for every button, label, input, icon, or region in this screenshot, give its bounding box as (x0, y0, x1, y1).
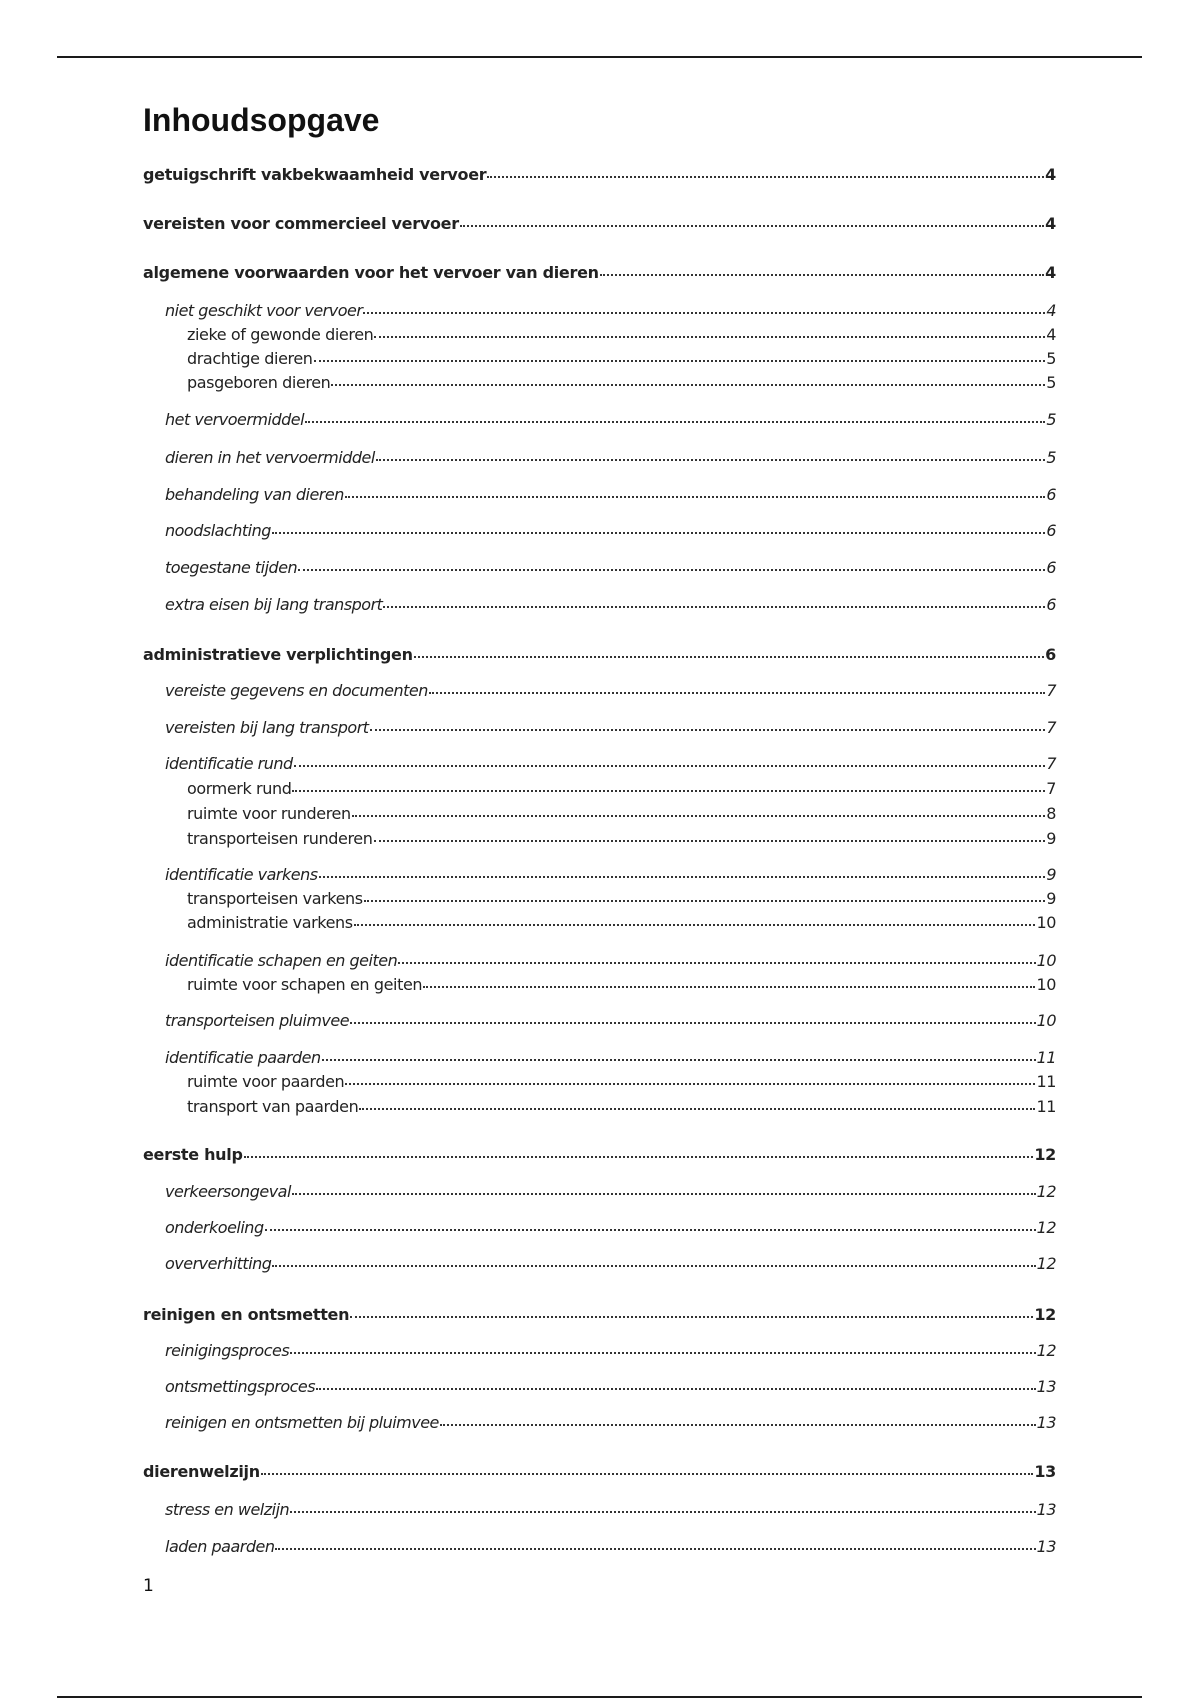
toc-entry[interactable] (187, 325, 1056, 349)
toc-dot-leader (364, 899, 1046, 902)
toc-dot-leader (244, 1155, 1034, 1158)
toc-dot-leader (460, 224, 1044, 227)
toc-entry[interactable] (187, 913, 1056, 937)
toc-entry-page: 9 (1046, 865, 1056, 884)
toc-dot-leader (305, 420, 1045, 423)
toc-entry-label: stress en welzijn (165, 1500, 290, 1519)
toc-dot-leader (331, 383, 1045, 386)
toc-dot-leader (316, 1387, 1036, 1390)
toc-dot-leader (298, 568, 1045, 571)
toc-entry-page: 6 (1046, 485, 1056, 504)
toc-entry-page: 10 (1036, 1011, 1056, 1030)
toc-entry-label: ruimte voor paarden (187, 1072, 345, 1091)
toc-entry-page: 13 (1036, 1537, 1056, 1556)
toc-entry[interactable] (165, 1048, 1056, 1072)
toc-entry-label: het vervoermiddel (165, 410, 305, 429)
toc-entry-label: identificatie varkens (165, 865, 318, 884)
toc-dot-leader (272, 531, 1045, 534)
toc-entry-label: dierenwelzijn (143, 1462, 260, 1481)
toc-entry[interactable] (165, 521, 1056, 545)
toc-entry-label: ruimte voor schapen en geiten (187, 975, 423, 994)
toc-entry[interactable] (143, 263, 1056, 287)
toc-entry-label: getuigschrift vakbekwaamheid vervoer (143, 165, 487, 184)
toc-entry-page: 5 (1046, 373, 1056, 392)
toc-dot-leader (319, 875, 1046, 878)
toc-entry-page: 10 (1036, 975, 1056, 994)
toc-entry-label: oormerk rund (187, 779, 292, 798)
toc-entry[interactable] (143, 1305, 1056, 1329)
toc-dot-leader (272, 1264, 1035, 1267)
toc-dot-leader (352, 814, 1045, 817)
toc-entry-label: transport van paarden (187, 1097, 359, 1116)
toc-entry[interactable] (165, 558, 1056, 582)
toc-entry-label: extra eisen bij lang transport (165, 595, 383, 614)
toc-dot-leader (487, 175, 1044, 178)
footer-rule (57, 1696, 1142, 1698)
toc-dot-leader (292, 789, 1045, 792)
toc-entry[interactable] (165, 1377, 1056, 1401)
toc-entry[interactable] (187, 373, 1056, 397)
toc-entry-label: reinigen en ontsmetten (143, 1305, 350, 1324)
toc-entry[interactable] (143, 1145, 1056, 1169)
toc-entry-page: 12 (1036, 1341, 1056, 1360)
toc-entry-page: 5 (1046, 410, 1056, 429)
toc-entry-page: 4 (1046, 301, 1056, 320)
toc-entry-page: 5 (1046, 349, 1056, 368)
toc-entry[interactable] (187, 889, 1056, 913)
toc-entry-label: vereiste gegevens en documenten (165, 681, 428, 700)
toc-entry-label: identificatie schapen en geiten (165, 951, 398, 970)
toc-dot-leader (290, 1510, 1035, 1513)
toc-entry[interactable] (165, 1413, 1056, 1437)
toc-entry[interactable] (165, 754, 1056, 778)
toc-dot-leader (383, 605, 1045, 608)
toc-entry-page: 9 (1046, 889, 1056, 908)
toc-entry-label: ontsmettingsproces (165, 1377, 316, 1396)
toc-entry[interactable] (165, 485, 1056, 509)
toc-entry[interactable] (143, 1462, 1056, 1486)
toc-dot-leader (292, 1192, 1036, 1195)
toc-entry-page: 11 (1036, 1048, 1056, 1067)
toc-entry-page: 12 (1034, 1305, 1056, 1324)
toc-entry[interactable] (165, 1254, 1056, 1278)
toc-entry-label: administratie varkens (187, 913, 353, 932)
toc-entry-page: 13 (1036, 1377, 1056, 1396)
toc-entry-page: 5 (1046, 448, 1056, 467)
toc-dot-leader (290, 1351, 1035, 1354)
toc-entry-label: vereisten voor commercieel vervoer (143, 214, 459, 233)
toc-entry-label: identificatie rund (165, 754, 293, 773)
toc-entry[interactable] (143, 165, 1056, 189)
toc-entry[interactable] (165, 1011, 1056, 1035)
toc-entry-page: 12 (1034, 1145, 1056, 1164)
toc-dot-leader (398, 961, 1035, 964)
toc-entry-label: eerste hulp (143, 1145, 243, 1164)
toc-entry-page: 4 (1045, 263, 1056, 282)
toc-entry-page: 9 (1046, 829, 1056, 848)
toc-entry[interactable] (187, 829, 1056, 853)
toc-entry-label: dieren in het vervoermiddel (165, 448, 375, 467)
toc-entry-label: verkeersongeval (165, 1182, 291, 1201)
toc-dot-leader (294, 764, 1046, 767)
page-number: 1 (143, 1576, 154, 1596)
toc-entry[interactable] (165, 951, 1056, 975)
toc-entry-label: transporteisen varkens (187, 889, 363, 908)
toc-entry[interactable] (187, 975, 1056, 999)
toc-entry-label: noodslachting (165, 521, 271, 540)
toc-entry-label: behandeling van dieren (165, 485, 344, 504)
toc-entry-page: 7 (1046, 718, 1056, 737)
toc-entry[interactable] (187, 1097, 1056, 1121)
toc-entry-label: ruimte voor runderen (187, 804, 351, 823)
toc-entry-label: oververhitting (165, 1254, 272, 1273)
toc-entry-page: 13 (1036, 1500, 1056, 1519)
toc-dot-leader (370, 728, 1046, 731)
toc-dot-leader (414, 655, 1044, 658)
toc-dot-leader (345, 1082, 1035, 1085)
toc-entry-page: 13 (1036, 1413, 1056, 1432)
toc-entry-label: transporteisen pluimvee (165, 1011, 350, 1030)
toc-dot-leader (376, 458, 1046, 461)
toc-entry-page: 6 (1046, 521, 1056, 540)
toc-dot-leader (440, 1423, 1036, 1426)
toc-entry-label: drachtige dieren (187, 349, 313, 368)
toc-entry-label: pasgeboren dieren (187, 373, 331, 392)
toc-dot-leader (265, 1228, 1036, 1231)
toc-dot-leader (261, 1472, 1034, 1475)
toc-entry-page: 8 (1046, 804, 1056, 823)
toc-entry[interactable] (165, 448, 1056, 472)
toc-entry[interactable] (187, 804, 1056, 828)
toc-dot-leader (363, 311, 1045, 314)
toc-entry[interactable] (187, 779, 1056, 803)
toc-entry[interactable] (165, 1537, 1056, 1561)
toc-entry[interactable] (143, 645, 1056, 669)
toc-dot-leader (600, 273, 1044, 276)
toc-entry[interactable] (165, 410, 1056, 434)
toc-entry[interactable] (165, 301, 1056, 325)
toc-dot-leader (354, 923, 1036, 926)
page-title: Inhoudsopgave (143, 102, 380, 138)
toc-dot-leader (374, 335, 1045, 338)
toc-dot-leader (429, 691, 1045, 694)
toc-entry-page: 4 (1045, 214, 1056, 233)
toc-entry[interactable] (143, 214, 1056, 238)
toc-entry-page: 4 (1045, 165, 1056, 184)
toc-entry[interactable] (165, 681, 1056, 705)
toc-entry-label: niet geschikt voor vervoer (165, 301, 363, 320)
toc-dot-leader (423, 985, 1035, 988)
header-rule (57, 56, 1142, 58)
toc-entry[interactable] (165, 1500, 1056, 1524)
toc-dot-leader (350, 1315, 1033, 1318)
toc-entry[interactable] (165, 595, 1056, 619)
toc-entry-page: 12 (1036, 1182, 1056, 1201)
toc-entry-label: algemene voorwaarden voor het vervoer van dieren (143, 263, 599, 282)
toc-entry-page: 13 (1034, 1462, 1056, 1481)
toc-entry-page: 6 (1045, 645, 1056, 664)
toc-dot-leader (314, 359, 1046, 362)
toc-entry-label: vereisten bij lang transport (165, 718, 369, 737)
toc-entry-page: 10 (1036, 913, 1056, 932)
toc-entry-label: laden paarden (165, 1537, 275, 1556)
toc-dot-leader (374, 839, 1046, 842)
toc-entry-label: identificatie paarden (165, 1048, 321, 1067)
toc-entry-page: 11 (1036, 1072, 1056, 1091)
toc-entry[interactable] (165, 718, 1056, 742)
toc-dot-leader (345, 495, 1045, 498)
toc-entry[interactable] (187, 349, 1056, 373)
toc-entry-label: administratieve verplichtingen (143, 645, 413, 664)
toc-entry-page: 7 (1046, 779, 1056, 798)
toc-entry-label: reinigen en ontsmetten bij pluimvee (165, 1413, 439, 1432)
toc-entry[interactable] (187, 1072, 1056, 1096)
toc-entry[interactable] (165, 1218, 1056, 1242)
toc-entry-label: onderkoeling (165, 1218, 264, 1237)
toc-entry-label: transporteisen runderen (187, 829, 373, 848)
toc-entry-label: reinigingsproces (165, 1341, 290, 1360)
toc-entry-page: 4 (1046, 325, 1056, 344)
toc-dot-leader (359, 1107, 1035, 1110)
toc-entry-label: zieke of gewonde dieren (187, 325, 374, 344)
toc-entry-page: 12 (1036, 1218, 1056, 1237)
toc-entry-page: 7 (1046, 681, 1056, 700)
toc-entry-label: toegestane tijden (165, 558, 298, 577)
toc-entry[interactable] (165, 1182, 1056, 1206)
toc-dot-leader (322, 1058, 1036, 1061)
toc-entry-page: 6 (1046, 595, 1056, 614)
toc-dot-leader (275, 1547, 1035, 1550)
toc-entry-page: 6 (1046, 558, 1056, 577)
toc-entry-page: 10 (1036, 951, 1056, 970)
toc-entry[interactable] (165, 865, 1056, 889)
toc-entry-page: 12 (1036, 1254, 1056, 1273)
toc-dot-leader (350, 1021, 1036, 1024)
toc-entry[interactable] (165, 1341, 1056, 1365)
toc-entry-page: 11 (1036, 1097, 1056, 1116)
toc-entry-page: 7 (1046, 754, 1056, 773)
